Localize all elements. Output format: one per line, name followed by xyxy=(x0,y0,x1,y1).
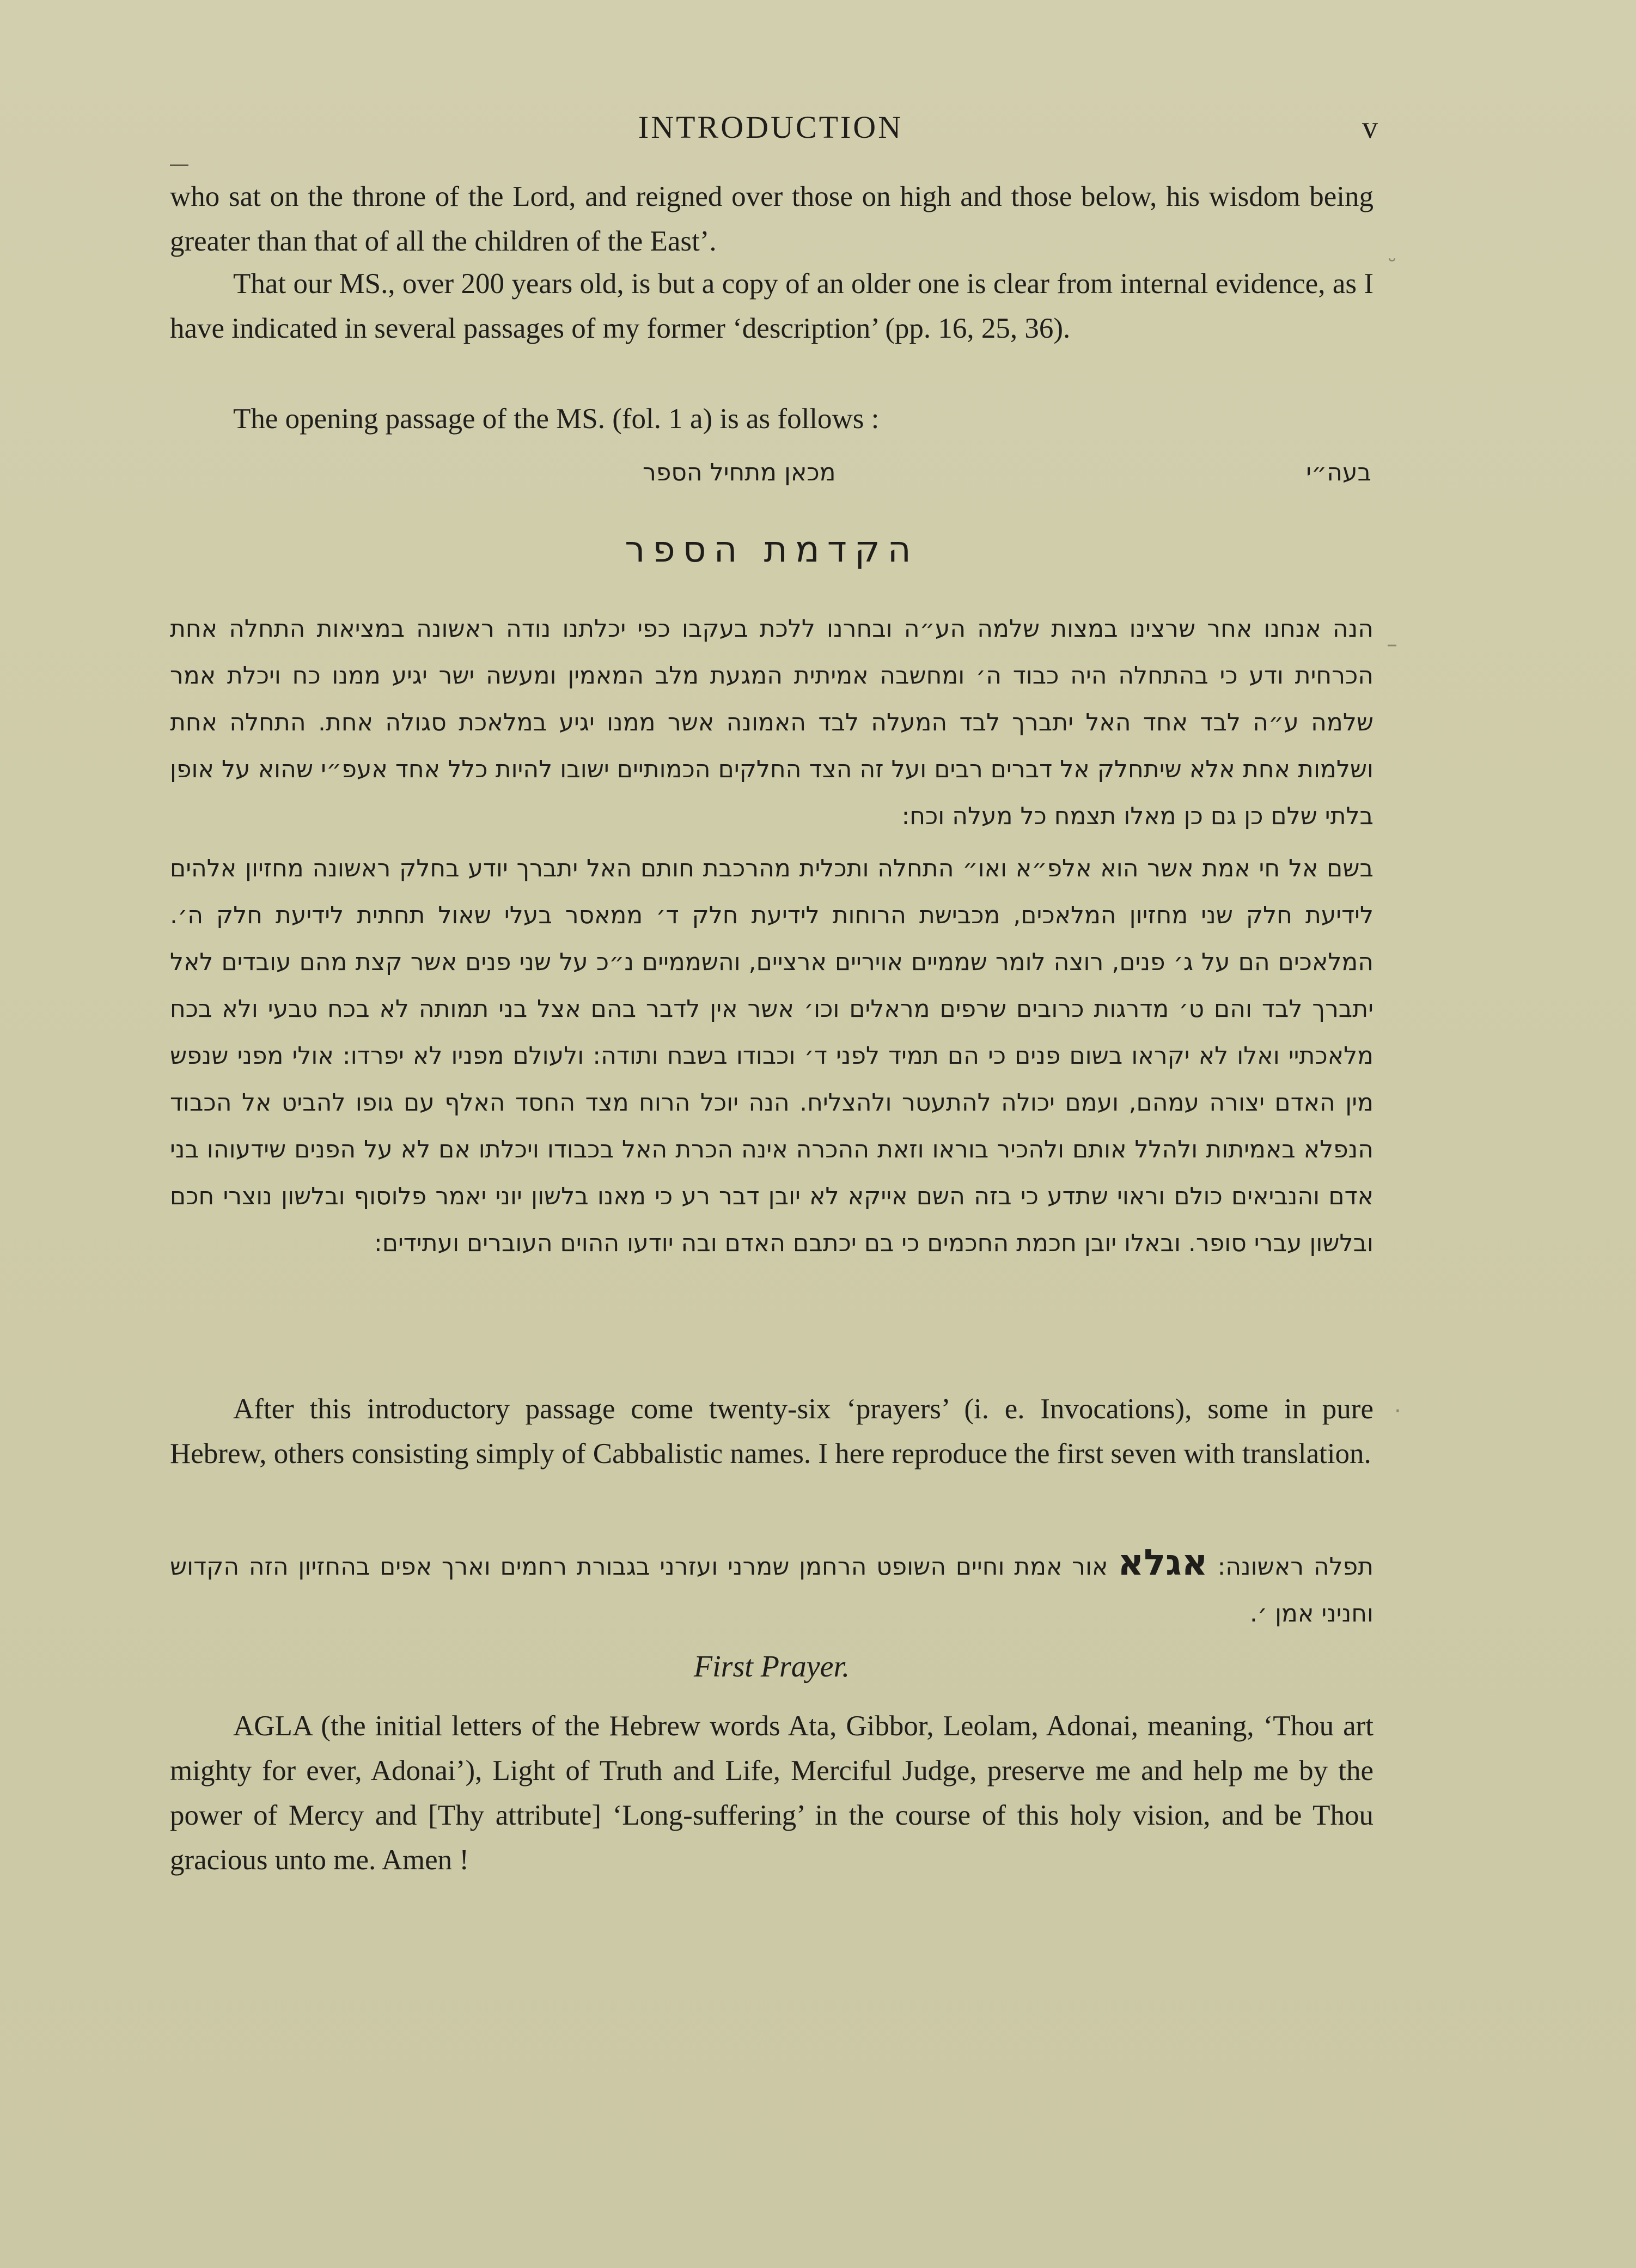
paragraph-ms-age: That our MS., over 200 years old, is but a copy of an older one is clear from internal evidence, as I have indicated in several passages of my former ‘description’ (pp. 16, 25, 36). xyxy=(170,268,1373,344)
running-title: INTRODUCTION xyxy=(638,109,904,145)
margin-speck: ˘ xyxy=(1387,256,1397,281)
hebrew-top-right: בעה״י xyxy=(1306,459,1371,486)
hebrew-block-1: הנה אנחנו אחר שרצינו במצות שלמה הע״ה ובחרנו ללכת בעקבו כפי יכלתנו נודה ראשונה במציאות התחלה אחת הכרחית ודע כי בהתחלה היה כבוד ה׳ ומחשבה אמיתית המגעת מלב המאמין ומעשה ישר יגיע ממנו כח ויכלת אמר שלמה ע״ה לבד אחד האל יתברך לבד המעלה לבד האמונה אשר ממנו יגיע במלאכת סגולה אחת. התחלה אחת ושלמות אחת אלא שיתחלק אל דברים רבים ועל זה הצד החלקים הכמותיים ישובו להיות כלל אחד אעפ״י שהוא על אופן בלתי שלם כן גם כן מאלו תצמח כל מעלה וכח: xyxy=(170,615,1373,830)
prayer-name-agla: אגלא xyxy=(1118,1541,1208,1583)
page-header xyxy=(169,109,1378,147)
prayer-text: אור אמת וחיים השופט הרחמן שמרני ועזרני בגבורת רחמים וארך אפים בהחזיון הזה הקדוש וחניני אמן ׳. xyxy=(170,1553,1373,1627)
hebrew-book-begins: מכאן מתחיל הספר xyxy=(643,459,836,486)
margin-speck: · xyxy=(1394,1399,1401,1424)
hebrew-title: הקדמת הספר xyxy=(625,528,919,570)
hebrew-first-prayer xyxy=(170,1539,1373,1637)
prayer-label: תפלה ראשונה: xyxy=(1217,1553,1373,1581)
paragraph-opening-passage: The opening passage of the MS. (fol. 1 a) is as follows : xyxy=(233,403,880,435)
paragraph-continuation: who sat on the throne of the Lord, and reigned over those on high and those below, his wisdom being greater than that of all the children of the East’. xyxy=(170,181,1373,257)
margin-mark xyxy=(170,164,188,166)
caption-first-prayer: First Prayer. xyxy=(693,1650,850,1684)
margin-speck: – xyxy=(1387,632,1397,657)
paragraph-first-prayer-translation: AGLA (the initial letters of the Hebrew words Ata, Gibbor, Leolam, Adonai, meaning, ‘Thou art mighty for ever, Adonai’), Light of Truth and Life, Merciful Judge, preserve me and help me by the power of Mercy and [Thy attribute] ‘Long-suffering’ in the course of this holy vision, and be Thou gracious unto me. Amen ! xyxy=(170,1710,1373,1876)
paragraph-prayers-intro: After this introductory passage come twenty-six ‘prayers’ (i. e. Invocations), some in pure Hebrew, others consisting simply of Cabbalistic names. I here reproduce the first seven with translation. xyxy=(170,1393,1373,1470)
page-number: v xyxy=(1362,109,1378,145)
hebrew-block-2: בשם אל חי אמת אשר הוא אלפ״א ואו״ התחלה ותכלית מהרכבת חותם האל יתברך יודע בחלק ראשונה מחזיון אלהים לידיעת חלק שני מחזיון המלאכים, מכבישת הרוחות לידיעת חלק ד׳ ממאסר בעלי שאול תחתית לידיעת חלק ה׳. המלאכים הם על ג׳ פנים, רוצה לומר שממיים אויריים ארציים, והשממיים נ״כ על שני פנים אשר קצת מהם עובדים לאל יתברך לבד והם ט׳ מדרגות כרובים שרפים מראלים וכו׳ אשר אין לדבר בהם אצל בני תמותה לא בכח טבעי ולא בכח מלאכתיי ואלו לא יקראו בשום פנים כי הם תמיד לפני ד׳ וכבודו בשבח ותודה: ולעולם מפניו לא יפרדו: אולי מפני שנפש מין האדם יצורה עמהם, ועמם יכולה להתעטר ולהצליח. הנה יוכל הרוח מצד החסד האלף עם גופו להביט אל הכבוד הנפלא באמיתות ולהלל אותם ולהכיר בוראו וזאת ההכרה אינה הכרת האל בכבודו ויכלתו אם לא על הפנים שידעוהו בני אדם והנביאים כולם וראוי שתדע כי בזה השם אייקא לא יובן דבר רע כי מאנו בלשון יוני יאמר פלוסוף ובלשון נוצרי חכם ובלשון עברי סופר. ובאלו יובן חכמת החכמים כי בם יכתבם האדם ובה יודעו ההוים העוברים ועתידים: xyxy=(170,855,1373,1257)
